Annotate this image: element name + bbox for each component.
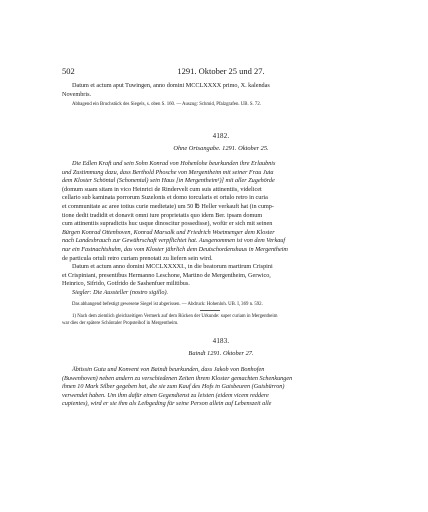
regest-line: Äbtissin Guta und Konvent von Baindt beurkunden, dass Jakob von Bonhofen [72,366,265,373]
running-head: 1291. Oktober 25 und 27. [177,66,265,76]
doc-4183-regest [62,366,380,409]
document-heading: Baindt 1291. Oktober 27. [188,350,254,357]
doc-4182-footnotes [62,313,380,327]
document-number: 4182. [212,132,230,140]
footnote: Abbagend ein Bruchstück des Siegels, s. oben S. 160. — Auszug: Schmid, Pfalzgrafen. UB. S. 72. [72,102,261,107]
page-number: 502 [62,66,75,76]
footnote: 1) Nach dem ziemlich gleichzeitigen Vermerk auf dem Rücken der Urkunde: super curiam in Mergentheim [72,314,278,319]
body-line: nach Landesbrauch zur Gewährschaft verpflichtet hat. Ausgenommen ist von dem Verkauf [62,237,286,245]
footnote-divider [200,310,220,311]
doc-4182-regest [62,160,380,298]
doc-4181-closing [62,82,380,99]
footnote: Das abhangend befestigt gewesene Siegel ist abgerissen. — Abdruck: Hohenloh. UB. I, 369 n. 592. [72,302,263,307]
regest-line: cupientes), wird er sie ihm als Leibgeding für seine Person allein auf Lebenszeit alle [62,400,272,408]
doc-4181-note [62,101,380,108]
siegler-line: Siegler: Die Aussteller (nostro sigillo). [72,288,169,296]
body-line: de particula ortuli retro curiam prenotati zu liefern sein wird. [62,254,213,262]
document-heading: Ohne Ortsangabe. 1291. Oktober 25. [173,145,269,152]
document-number: 4183. [212,337,230,345]
datum-line: Heinrico, Sifrido, Gotfrido de Sashenfuer militibus. [62,280,190,288]
body-line: tione dedit tradidit et donavit omni iure proprietatis quo idem Ber. ipsam domum [62,211,263,219]
body-line: cum attinentiis supradictis huc usque dinoscitur possedisse), wofür er sich mit seinen [62,220,273,228]
footnote: war dies der spätere Schöntaler Propsteihof in Mergentheim. [62,321,179,327]
datum-line: et Crispiniani, presentibus Hermanno Leschone, Martino de Mergentheim, Gerwico, [62,271,271,279]
closing-line: Novembris. [62,90,92,98]
regest-line: dem Kloster Schöntal (Schonental) sein Haus [in Mergentheim¹)] mit aller Zugehörde [62,177,275,185]
body-line: cellario sub kaminata porrorum Suzelonis et domo torcularis et ortulo retro in curia [62,194,268,202]
regest-line: ihnen 10 Mark Silber gegeben hat, die sie zum Kauf des Hofs in Gaisbeuren (Guisbürron) [62,383,285,391]
closing-line: Datum et actum aput Tuwingen, anno domini MCCLXXXX primo, X. kalendas [72,82,270,89]
regest-line: und Zustimmung dazu, dass Berthold Phosche von Mergentheim mit seiner Frau Juta [62,168,274,176]
doc-4182-notes [62,301,380,308]
body-line: nur ein Fastnachtshuhn, das vom Kloster jährlich dem Deutschordenshaus in Mergentheim [62,245,288,253]
regest-line: verwendet haben. Um ihm dafür einen Gegendienst zu leisten (eidem vicem reddere [62,391,269,399]
body-line: Bürgen Konrad Ottenhoven, Konrad Marsalk und Friedrich Woetmenger dem Kloster [62,228,275,236]
page-header [62,66,380,78]
body-line: (domum suam sitam in vico Heinrici de Rindervelt cum suis attinentiis, videlicet [62,185,262,193]
datum-line: Datum et actum anno domini MCCLXXXXI., in die beatorum martirum Crispini [72,263,273,271]
regest-line: (Buwenhoven) neben andern zu verschiedenen Zeiten ihrem Kloster gemachten Schenkungen [62,374,293,382]
body-line: et communitate ac aree totius curie medietate) um 50 ℔ Heller verkauft hat (in cump- [62,202,274,210]
regest-line: Die Edlen Kraft und sein Sohn Konrad von Hohenlohe beurkunden ihre Erlaubnis [72,160,276,167]
